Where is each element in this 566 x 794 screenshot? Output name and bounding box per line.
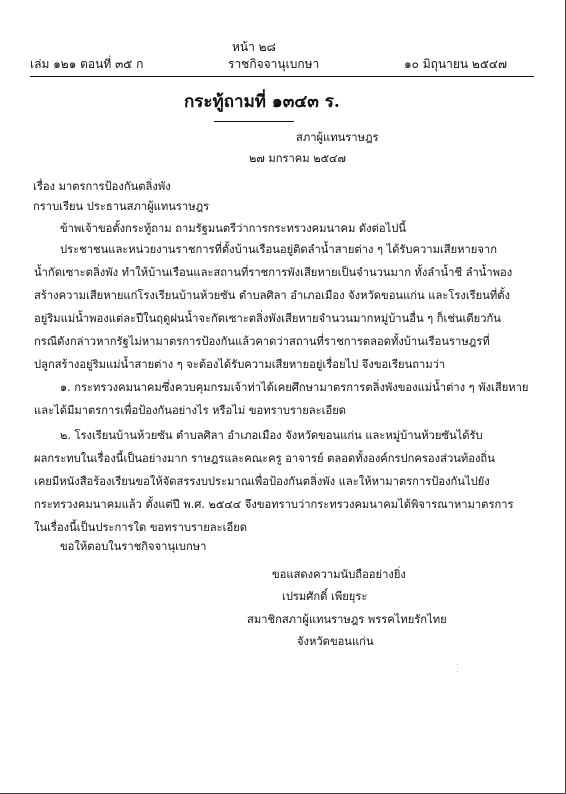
paragraph-line: สร้างความเสียหายแก่โรงเรียนบ้านห้วยซัน ตำบลศิลา อำเภอเมือง จังหวัดขอนแก่น และโรงเรียนที่ตั้ง	[34, 289, 510, 302]
volume-issue: เล่ม ๑๒๑ ตอนที่ ๓๕ ก	[30, 57, 144, 71]
question-line: เคยมีหนังสือร้องเรียนขอให้จัดสรรงบประมาณเพื่อป้องกันตลิ่งพัง และให้หามาตรการป้องกันไปยัง	[34, 475, 490, 488]
document-title: กระทู้ถามที่ ๑๓๔๓ ร.	[184, 92, 340, 112]
gazette-name: ราชกิจจานุเบกษา	[228, 57, 320, 71]
page-number: หน้า ๒๘	[232, 40, 276, 54]
question-line: ผลกระทบในเรื่องนี้เป็นอย่างมาก ราษฎรและคณะครู อาจารย์ ตลอดทั้งองค์กรปกครองส่วนท้องถิ่น	[34, 452, 495, 465]
sender-body: สภาผู้แทนราษฎร	[296, 131, 379, 144]
publication-date: ๑๐ มิถุนายน ๒๕๔๗	[404, 57, 508, 71]
question-line: ๑. กระทรวงคมนาคมซึ่งควบคุมกรมเจ้าท่าได้เคยศึกษามาตรการตลิ่งพังของแม่น้ำต่าง ๆ พังเสียหาย	[60, 381, 529, 394]
subject-line: เรื่อง มาตรการป้องกันตลิ่งพัง	[33, 180, 171, 193]
intro-line: ข้าพเจ้าขอตั้งกระทู้ถาม ถามรัฐมนตรีว่าการกระทรวงคมนาคม ดังต่อไปนี้	[60, 222, 406, 235]
closing-request: ขอให้ตอบในราชกิจจานุเบกษา	[60, 540, 207, 553]
paragraph-line: น้ำกัดเซาะตลิ่งพัง ทำให้บ้านเรือนและสถานที่ราชการพังเสียหายเป็นจำนวนมาก ทั้งลำน้ำชี ลำน้ำพอง	[34, 266, 513, 279]
paragraph-line: ปลูกสร้างอยู่ริมแม่น้ำสายต่าง ๆ จะต้องได้รับความเสียหายอยู่เรื่อยไป จึงขอเรียนถามว่า	[34, 358, 446, 371]
question-line: กระทรวงคมนาคมแล้ว ตั้งแต่ปี พ.ศ. ๒๕๔๔ จึงขอทราบว่ากระทรวงคมนาคมได้พิจารณาหามาตรการ	[34, 498, 514, 511]
salutation: กราบเรียน ประธานสภาผู้แทนราษฎร	[33, 200, 210, 213]
title-underline	[214, 121, 294, 122]
signatory-position: สมาชิกสภาผู้แทนราษฎร พรรคไทยรักไทย	[247, 613, 447, 626]
signatory-province: จังหวัดขอนแก่น	[297, 635, 374, 648]
paragraph-line: ประชาชนและหน่วยงานราชการที่ตั้งบ้านเรือนอยู่ติดลำน้ำสายต่าง ๆ ได้รับความเสียหายจาก	[60, 243, 497, 256]
sent-date: ๒๗ มกราคม ๒๕๔๗	[249, 152, 346, 165]
scan-speck	[457, 671, 458, 672]
paragraph-line: อยู่ริมแม่น้ำพองแต่ละปีในฤดูฝนน้ำจะกัดเซาะตลิ่งพังเสียหายจำนวนมากหมู่บ้านอื่น ๆ ก็เช่นเดียวกัน	[34, 312, 501, 325]
paragraph-line: กรณีดังกล่าวหากรัฐไม่หามาตรการป้องกันแล้วคาดว่าสถานที่ราชการตลอดทั้งบ้านเรือนราษฎรที่	[34, 335, 490, 348]
question-line: ในเรื่องนี้เป็นประการใด ขอทราบรายละเอียด	[34, 521, 248, 534]
header-rule	[30, 76, 534, 77]
signature-respect: ขอแสดงความนับถืออย่างยิ่ง	[272, 568, 406, 581]
question-line: ๒. โรงเรียนบ้านห้วยซัน ตำบลศิลา อำเภอเมือง จังหวัดขอนแก่น และหมู่บ้านห้วยซันได้รับ	[60, 429, 483, 442]
scan-speck	[457, 664, 458, 665]
question-line: และได้มีมาตรการเพื่อป้องกันอย่างไร หรือไม่ ขอทราบรายละเอียด	[34, 404, 347, 417]
signatory-name: เปรมศักดิ์ เพียยุระ	[282, 590, 368, 603]
